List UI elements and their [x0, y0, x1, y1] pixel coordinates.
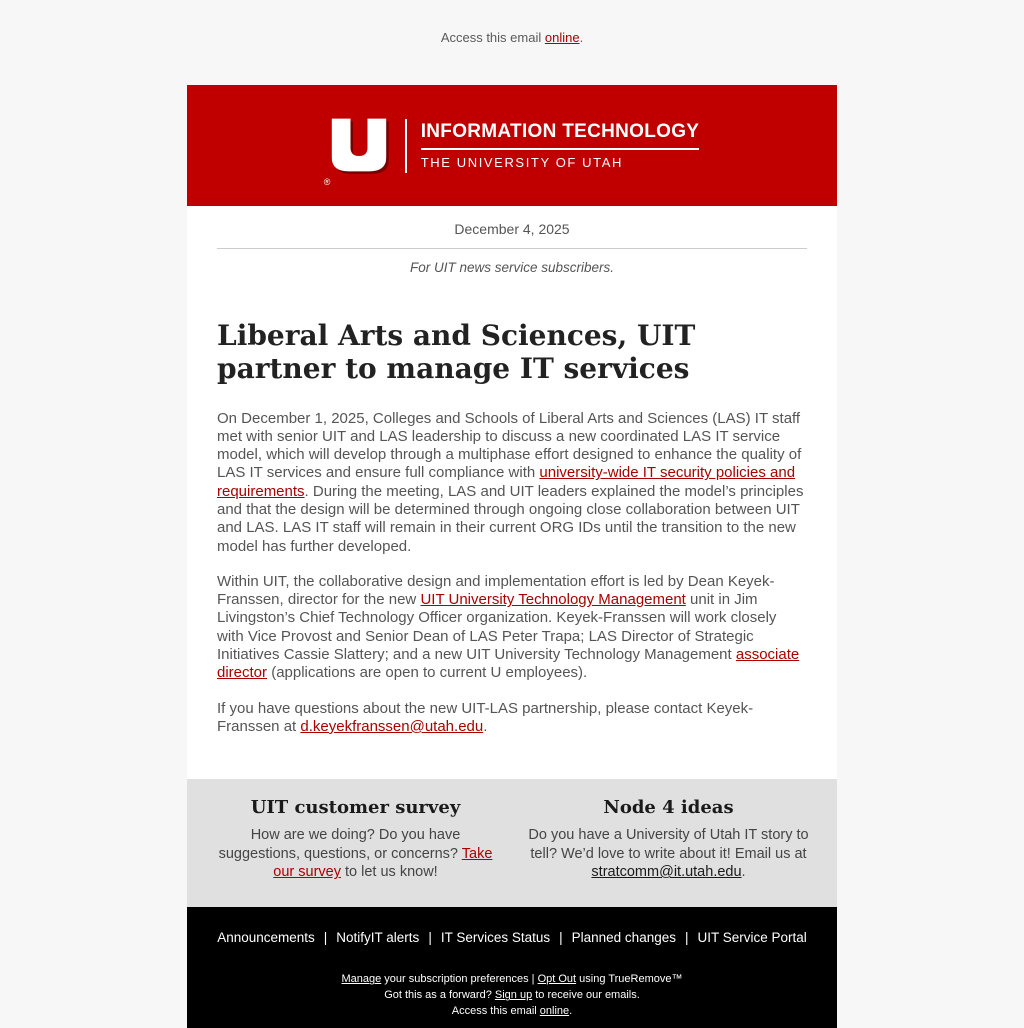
- footer-fine-print: [187, 971, 837, 1019]
- preheader-text: Access this email: [440, 30, 545, 45]
- node4-text-after: .: [741, 864, 746, 881]
- paragraph-text: (applications are open to current U employees).: [267, 664, 588, 682]
- newsletter-content: [187, 206, 837, 779]
- footer-link-uit-service-portal[interactable]: UIT Service Portal: [697, 930, 807, 946]
- survey-title: UIT customer survey: [250, 797, 461, 819]
- paragraph-text: .: [483, 717, 488, 735]
- preheader: [0, 0, 1024, 85]
- manage-subscription-link[interactable]: Manage: [341, 973, 382, 986]
- header-banner: [187, 85, 837, 206]
- view-online-link[interactable]: online: [544, 30, 580, 45]
- utah-block-u-icon: [323, 113, 393, 187]
- survey-text-after: to let us know!: [340, 864, 438, 881]
- article-paragraph-3: [217, 700, 807, 737]
- nav-separator: |: [559, 930, 563, 946]
- article-paragraph-2: [217, 573, 807, 683]
- node4-text: [526, 826, 811, 881]
- article-title: Liberal Arts and Sciences, UIT partner to manage IT services: [217, 319, 696, 385]
- survey-text-before: How are we doing? Do you have suggestions, questions, or concerns?: [218, 827, 462, 862]
- logo-divider: [405, 119, 407, 173]
- paragraph-text: On December 1, 2025, Colleges and Schools of Liberal Arts and Sciences (LAS) IT staff met with senior UIT and LAS leadership to discuss a new coordinated LAS IT service model, which will develop through a multiphase effort designed to enhance the quality of LAS IT services and ensure full compliance with: [217, 409, 802, 482]
- footer: [187, 907, 837, 1028]
- trueremove-text: using TrueRemove™: [576, 973, 683, 986]
- footer-nav: [187, 930, 837, 945]
- opt-out-link[interactable]: Opt Out: [537, 973, 577, 986]
- it-security-policies-link[interactable]: university-wide IT security policies and requirements: [217, 464, 796, 500]
- stratcomm-email-link[interactable]: stratcomm@it.utah.edu: [591, 864, 742, 881]
- callout-panel: [187, 779, 837, 907]
- contact-email-link[interactable]: d.keyekfranssen@utah.edu: [300, 717, 484, 735]
- org-title: INFORMATION TECHNOLOGY: [421, 121, 700, 150]
- associate-director-link[interactable]: associate director: [217, 646, 800, 682]
- online-text: Access this email: [451, 1005, 540, 1018]
- footer-view-online-link[interactable]: online: [539, 1005, 570, 1018]
- logo-wordmark: [421, 121, 700, 170]
- nav-separator: |: [428, 930, 432, 946]
- paragraph-text: Within UIT, the collaborative design and implementation effort is led by Dean Keyek-Franssen, director for the new: [217, 572, 775, 609]
- subscription-text: your subscription preferences |: [381, 973, 538, 986]
- divider: [217, 248, 807, 249]
- node4-ideas-callout: [512, 797, 825, 881]
- footer-link-announcements[interactable]: Announcements: [217, 930, 315, 946]
- online-line: [187, 1003, 837, 1019]
- utm-unit-link[interactable]: UIT University Technology Management: [420, 591, 686, 609]
- forward-text-after: to receive our emails.: [532, 989, 640, 1002]
- forward-text: Got this as a forward?: [384, 989, 495, 1002]
- customer-survey-callout: [199, 797, 512, 881]
- university-logo: [323, 113, 700, 187]
- paragraph-text: unit in Jim Livingston’s Chief Technology Officer organization. Keyek-Franssen will work closely with Vice Provost and Senior Dean of LAS Peter Trapa; LAS Director of Strategic Initiatives Cassie Slattery; and a new UIT University Technology Management: [217, 591, 777, 664]
- preheader-text-end: .: [579, 30, 584, 45]
- paragraph-text: . During the meeting, LAS and UIT leaders explained the model’s principles and that the design will be determined through ongoing close collaboration between UIT and LAS. LAS IT staff will remain in their current ORG IDs until the transition to the new model has further developed.: [217, 482, 804, 555]
- footer-link-notifyit-alerts[interactable]: NotifyIT alerts: [336, 930, 420, 946]
- article-paragraph-1: [217, 410, 807, 556]
- issue-date: December 4, 2025: [454, 221, 570, 237]
- registered-mark: ®: [323, 176, 331, 187]
- footer-link-it-services-status[interactable]: IT Services Status: [440, 930, 551, 946]
- survey-text: [213, 826, 498, 881]
- node4-title: Node 4 ideas: [603, 797, 734, 819]
- forward-line: [187, 987, 837, 1003]
- subscription-line: [187, 971, 837, 987]
- node4-text-before: Do you have a University of Utah IT story to tell? We’d love to write about it! Email us at: [528, 827, 809, 862]
- nav-separator: |: [323, 930, 328, 946]
- online-text-after: .: [569, 1005, 573, 1018]
- take-survey-link[interactable]: Take our survey: [273, 845, 493, 881]
- org-subtitle: THE UNIVERSITY OF UTAH: [420, 155, 623, 170]
- email-body: [187, 85, 837, 1028]
- footer-link-planned-changes[interactable]: Planned changes: [571, 930, 676, 946]
- audience-note: For UIT news service subscribers.: [409, 260, 615, 275]
- sign-up-link[interactable]: Sign up: [494, 989, 533, 1002]
- paragraph-text: If you have questions about the new UIT-LAS partnership, please contact Keyek-Franssen at: [217, 699, 754, 735]
- nav-separator: |: [684, 930, 689, 946]
